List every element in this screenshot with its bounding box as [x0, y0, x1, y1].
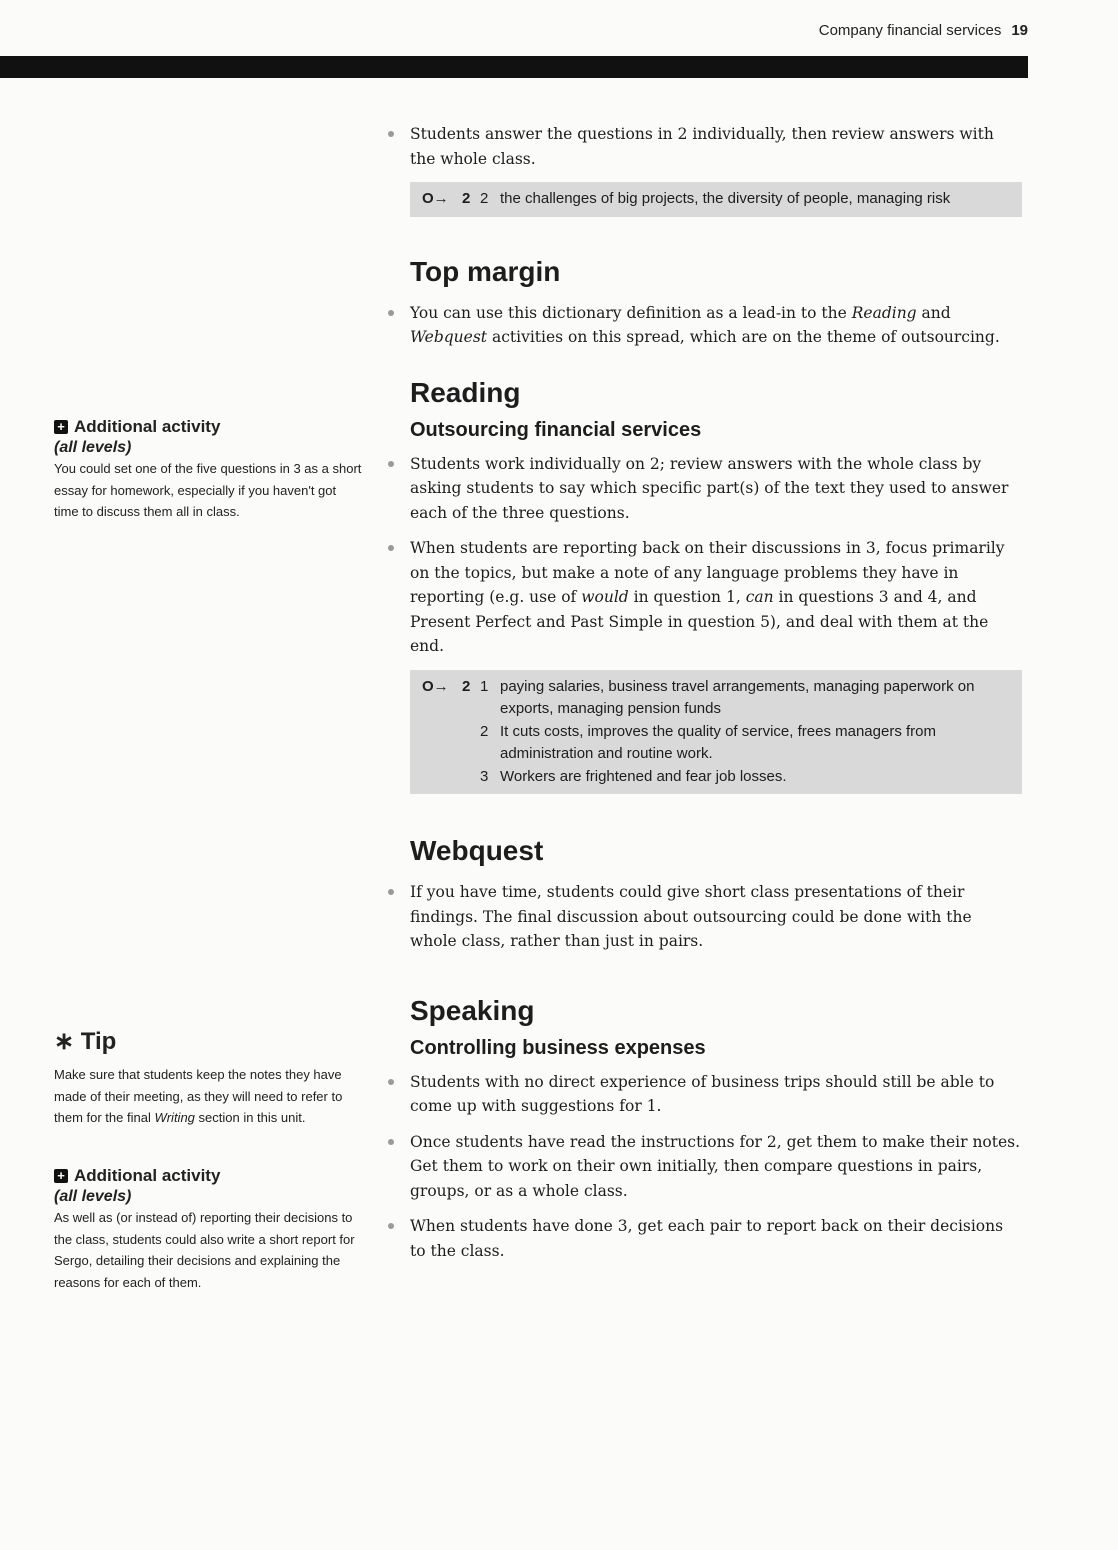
- key-icon: O→: [422, 677, 449, 695]
- main-column: [410, 122, 1022, 1274]
- bullet-item: You can use this dictionary definition as a lead-in to the Reading and Webquest activities on this spread, which are on the theme of outsourcing.: [410, 301, 1022, 350]
- answer-number: 2: [480, 722, 489, 740]
- answer-text: paying salaries, business travel arrangements, managing paperwork on exports, managing pension funds: [500, 677, 975, 717]
- page-number: 19: [1011, 22, 1028, 39]
- sidebar-additional-activity-1: [54, 416, 364, 523]
- answer-number: 2: [480, 190, 489, 207]
- question-number: 2: [462, 190, 471, 207]
- answer-number: 1: [480, 677, 489, 695]
- section-heading-webquest: Webquest: [410, 835, 544, 866]
- running-header: [819, 22, 1028, 39]
- bullet-item: Students answer the questions in 2 individually, then review answers with the whole class.: [410, 122, 1022, 171]
- additional-activity-text: You could set one of the five questions in 3 as a short essay for homework, especially if you haven't got time to discuss them all in class.: [54, 461, 362, 519]
- section-subheading: Controlling business expenses: [410, 1036, 706, 1059]
- additional-activity-heading: + Additional activity: [54, 416, 364, 438]
- key-icon: O→: [422, 190, 449, 207]
- sidebar-tip: [54, 1028, 364, 1129]
- header-title: Company financial services: [818, 22, 1002, 39]
- bullet-item: Once students have read the instructions for 2, get them to make their notes. Get them to work on their own initially, then compare questions in pairs, groups, or as a whole class.: [410, 1130, 1022, 1204]
- additional-activity-heading: + Additional activity: [54, 1165, 364, 1187]
- answer-text: It cuts costs, improves the quality of service, frees managers from administration and routine work.: [500, 722, 936, 762]
- additional-activity-text: As well as (or instead of) reporting their decisions to the class, students could also write a short report for Sergo, detailing their decisions and explaining the reasons for each of them.: [54, 1210, 355, 1290]
- levels-label: (all levels): [54, 1188, 132, 1205]
- answer-text: Workers are frightened and fear job losses.: [500, 767, 787, 785]
- bullet-item: When students have done 3, get each pair to report back on their decisions to the class.: [410, 1214, 1022, 1263]
- answer-key-row: [422, 188, 1012, 211]
- levels-label: (all levels): [54, 439, 132, 456]
- question-number: 2: [462, 677, 471, 695]
- section-subheading: Outsourcing financial services: [410, 418, 702, 441]
- header-bar: [0, 56, 1028, 78]
- tip-heading: ∗ Tip: [54, 1028, 117, 1055]
- sidebar-additional-activity-2: [54, 1165, 364, 1293]
- section-heading-top-margin: Top margin: [410, 255, 561, 287]
- bullet-item: Students with no direct experience of business trips should still be able to come up with suggestions for 1.: [410, 1070, 1022, 1119]
- tip-text: Make sure that students keep the notes they have made of their meeting, as they will need to refer to them for the final Writing section in this unit.: [54, 1067, 343, 1125]
- bullet-item: If you have time, students could give short class presentations of their findings. The final discussion about outsourcing could be done with the whole class, rather than just in pairs.: [410, 880, 1022, 954]
- answer-number: 3: [480, 767, 489, 785]
- answer-text: the challenges of big projects, the diversity of people, managing risk: [500, 190, 951, 207]
- section-heading-speaking: Speaking: [410, 994, 535, 1026]
- section-heading-reading: Reading: [410, 376, 521, 408]
- answer-key-row: [422, 676, 1012, 721]
- plus-icon: +: [54, 420, 68, 434]
- bullet-item: When students are reporting back on their discussions in 3, focus primarily on the topics, but make a note of any language problems they have in reporting (e.g. use of would in question 1, can in questions 3 and 4, and Present Perfect and Past Simple in question 5), and deal with them at the end.: [410, 536, 1022, 659]
- bullet-item: Students work individually on 2; review answers with the whole class by asking students to say which specific part(s) of the text they used to answer each of the three questions.: [410, 452, 1022, 526]
- plus-icon: +: [54, 1169, 68, 1183]
- answer-key-box: [410, 182, 1022, 217]
- answer-key-row: [422, 721, 1012, 766]
- answer-key-row: [422, 766, 1012, 789]
- answer-key-box: [410, 670, 1022, 795]
